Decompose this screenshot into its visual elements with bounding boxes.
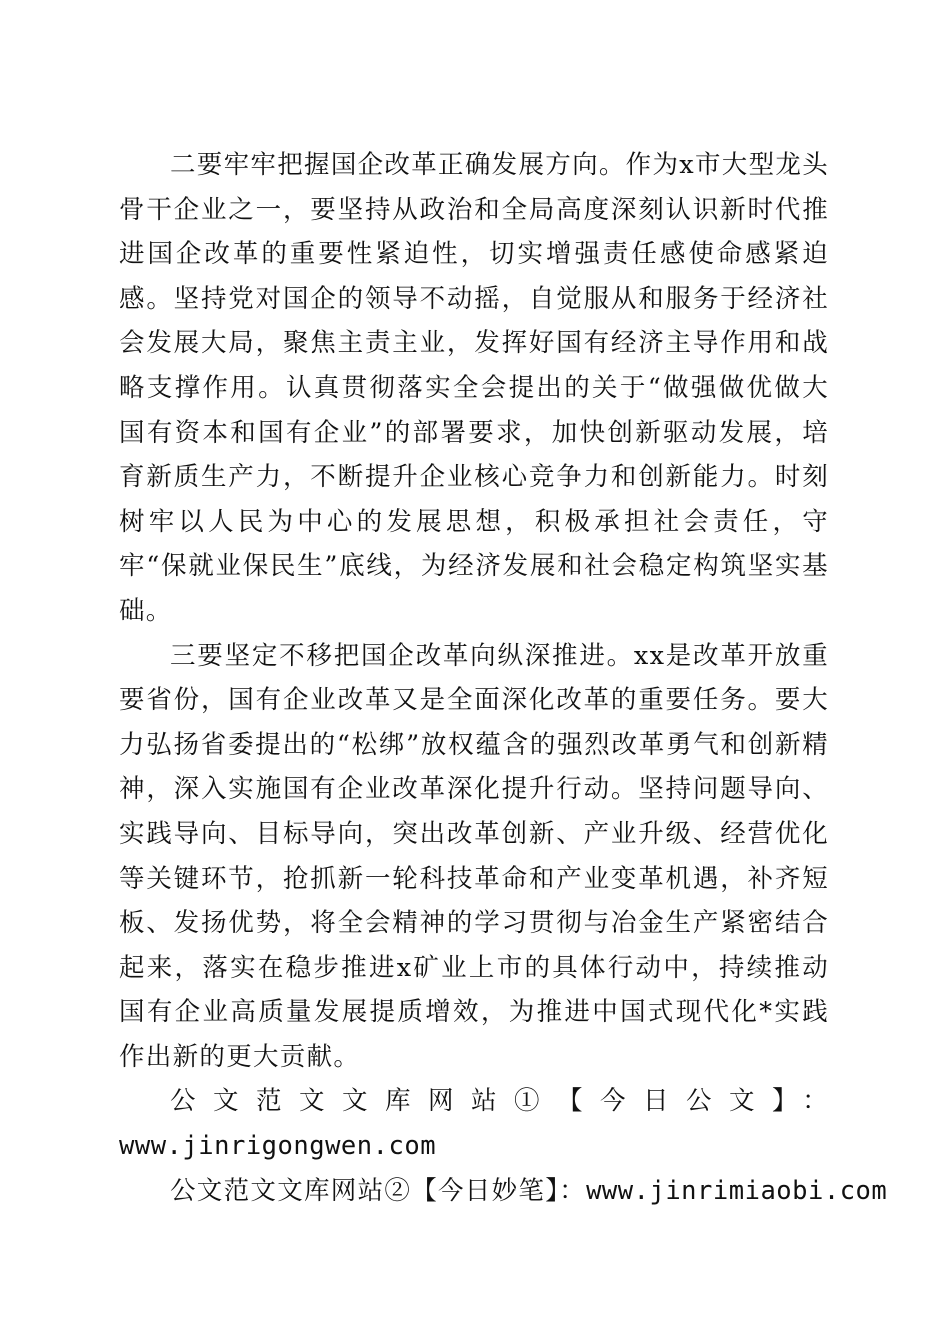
site-1-label: 公文范文文库网站①【今日公文】： <box>170 1086 829 1117</box>
site-2-url[interactable]: www.jinrimiaobi.com <box>586 1175 888 1206</box>
site-1-url[interactable]: www.jinrigongwen.com <box>119 1131 437 1162</box>
paragraph-direction: 二要牢牢把握国企改革正确发展方向。作为x市大型龙头骨干企业之一，要坚持从政治和全局高度深刻认识新时代推进国企改革的重要性紧迫性，切实增强责任感使命感紧迫感。坚持党对国企的领导不动摇，自觉服从和服务于经济社会发展大局，聚焦主责主业，发挥好国有经济主导作用和战略支撑作用。认真贯彻落实全会提出的关于“做强做优做大国有资本和国有企业”的部署要求，加快创新驱动发展，培育新质生产力，不断提升企业核心竞争力和创新能力。时刻树牢以人民为中心的发展思想，积极承担社会责任，守牢“保就业保民生”底线，为经济发展和社会稳定构筑坚实基础。 <box>119 150 829 626</box>
site-reference-1 <box>119 1079 829 1168</box>
site-reference-2 <box>119 1169 888 1214</box>
site-2-label: 公文范文文库网站②【今日妙笔】： <box>170 1175 587 1206</box>
paragraph-deepen-reform: 三要坚定不移把国企改革向纵深推进。xx是改革开放重要省份，国有企业改革又是全面深化改革的重要任务。要大力弘扬省委提出的“松绑”放权蕴含的强烈改革勇气和创新精神，深入实施国有企业改革深化提升行动。坚持问题导向、实践导向、目标导向，突出改革创新、产业升级、经营优化等关键环节，抢抓新一轮科技革命和产业变革机遇，补齐短板、发扬优势，将全会精神的学习贯彻与冶金生产紧密结合起来，落实在稳步推进x矿业上市的具体行动中，持续推动国有企业高质量发展提质增效，为推进中国式现代化*实践作出新的更大贡献。 <box>119 640 829 1072</box>
document-body <box>119 143 888 1213</box>
